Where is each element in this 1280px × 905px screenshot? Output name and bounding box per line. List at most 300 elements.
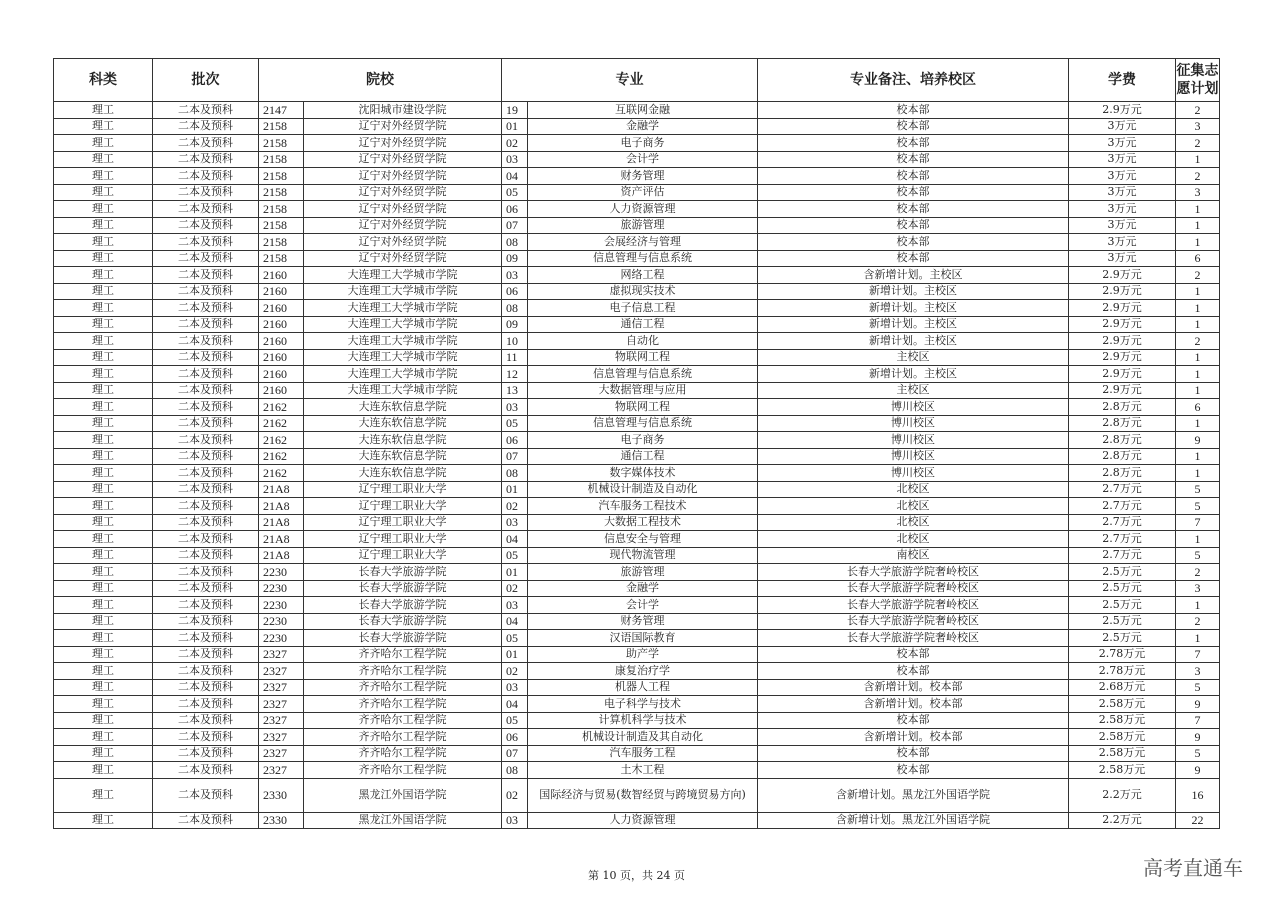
cell-fee: 3万元 bbox=[1069, 217, 1176, 234]
cell-school-name: 长春大学旅游学院 bbox=[304, 597, 502, 614]
cell-major-name: 电子信息工程 bbox=[528, 300, 758, 317]
table-row bbox=[54, 630, 1220, 647]
cell-batch: 二本及预科 bbox=[153, 135, 259, 152]
cell-major-name: 土木工程 bbox=[528, 762, 758, 779]
cell-school-code: 2147 bbox=[259, 102, 304, 119]
cell-school-code: 2330 bbox=[259, 812, 304, 829]
cell-batch: 二本及预科 bbox=[153, 267, 259, 284]
cell-school-code: 2158 bbox=[259, 217, 304, 234]
cell-school-name: 辽宁对外经贸学院 bbox=[304, 184, 502, 201]
cell-remark: 校本部 bbox=[758, 168, 1069, 185]
table-row bbox=[54, 201, 1220, 218]
cell-major-code: 04 bbox=[502, 168, 528, 185]
table-row bbox=[54, 531, 1220, 548]
cell-plan: 1 bbox=[1176, 630, 1220, 647]
cell-school-name: 齐齐哈尔工程学院 bbox=[304, 646, 502, 663]
cell-school-name: 大连理工大学城市学院 bbox=[304, 366, 502, 383]
cell-plan: 3 bbox=[1176, 118, 1220, 135]
table-row bbox=[54, 399, 1220, 416]
cell-remark: 北校区 bbox=[758, 481, 1069, 498]
table-row bbox=[54, 333, 1220, 350]
cell-school-name: 沈阳城市建设学院 bbox=[304, 102, 502, 119]
cell-major-code: 08 bbox=[502, 762, 528, 779]
cell-batch: 二本及预科 bbox=[153, 432, 259, 449]
cell-plan: 6 bbox=[1176, 399, 1220, 416]
cell-fee: 3万元 bbox=[1069, 168, 1176, 185]
cell-major-name: 信息管理与信息系统 bbox=[528, 250, 758, 267]
cell-school-name: 大连东软信息学院 bbox=[304, 399, 502, 416]
cell-major-code: 07 bbox=[502, 745, 528, 762]
cell-major-name: 人力资源管理 bbox=[528, 201, 758, 218]
cell-remark: 校本部 bbox=[758, 646, 1069, 663]
cell-fee: 2.58万元 bbox=[1069, 745, 1176, 762]
cell-major-name: 电子商务 bbox=[528, 135, 758, 152]
cell-major-code: 05 bbox=[502, 547, 528, 564]
cell-remark: 北校区 bbox=[758, 514, 1069, 531]
cell-batch: 二本及预科 bbox=[153, 481, 259, 498]
cell-major-name: 会计学 bbox=[528, 151, 758, 168]
header-plan: 征集志愿计划 bbox=[1176, 59, 1220, 102]
cell-plan: 1 bbox=[1176, 201, 1220, 218]
cell-major-code: 03 bbox=[502, 399, 528, 416]
cell-major-name: 会计学 bbox=[528, 597, 758, 614]
cell-batch: 二本及预科 bbox=[153, 498, 259, 515]
cell-category: 理工 bbox=[54, 432, 153, 449]
cell-school-name: 辽宁理工职业大学 bbox=[304, 547, 502, 564]
cell-category: 理工 bbox=[54, 118, 153, 135]
cell-plan: 5 bbox=[1176, 481, 1220, 498]
cell-school-name: 长春大学旅游学院 bbox=[304, 564, 502, 581]
table-row bbox=[54, 745, 1220, 762]
cell-category: 理工 bbox=[54, 812, 153, 829]
cell-category: 理工 bbox=[54, 481, 153, 498]
cell-category: 理工 bbox=[54, 762, 153, 779]
cell-school-code: 21A8 bbox=[259, 481, 304, 498]
cell-school-name: 齐齐哈尔工程学院 bbox=[304, 679, 502, 696]
cell-major-code: 08 bbox=[502, 465, 528, 482]
cell-school-code: 2230 bbox=[259, 597, 304, 614]
cell-remark: 含新增计划。黑龙江外国语学院 bbox=[758, 812, 1069, 829]
table-row bbox=[54, 613, 1220, 630]
cell-fee: 2.8万元 bbox=[1069, 432, 1176, 449]
table-row bbox=[54, 812, 1220, 829]
cell-school-name: 齐齐哈尔工程学院 bbox=[304, 729, 502, 746]
cell-school-name: 大连理工大学城市学院 bbox=[304, 283, 502, 300]
cell-school-code: 2327 bbox=[259, 729, 304, 746]
header-major: 专业 bbox=[502, 59, 758, 102]
cell-school-code: 2230 bbox=[259, 564, 304, 581]
cell-category: 理工 bbox=[54, 349, 153, 366]
cell-category: 理工 bbox=[54, 448, 153, 465]
cell-school-code: 21A8 bbox=[259, 547, 304, 564]
cell-category: 理工 bbox=[54, 646, 153, 663]
cell-school-code: 21A8 bbox=[259, 498, 304, 515]
cell-major-code: 06 bbox=[502, 729, 528, 746]
cell-plan: 9 bbox=[1176, 729, 1220, 746]
cell-school-code: 2160 bbox=[259, 333, 304, 350]
cell-school-code: 2327 bbox=[259, 663, 304, 680]
cell-major-name: 自动化 bbox=[528, 333, 758, 350]
cell-school-name: 齐齐哈尔工程学院 bbox=[304, 762, 502, 779]
cell-category: 理工 bbox=[54, 696, 153, 713]
cell-plan: 1 bbox=[1176, 234, 1220, 251]
cell-fee: 2.5万元 bbox=[1069, 580, 1176, 597]
table-row bbox=[54, 366, 1220, 383]
cell-plan: 7 bbox=[1176, 514, 1220, 531]
table-row bbox=[54, 778, 1220, 812]
cell-remark: 长春大学旅游学院奢岭校区 bbox=[758, 580, 1069, 597]
cell-major-code: 04 bbox=[502, 531, 528, 548]
cell-category: 理工 bbox=[54, 250, 153, 267]
cell-school-name: 长春大学旅游学院 bbox=[304, 613, 502, 630]
enrollment-table bbox=[53, 58, 1220, 829]
cell-category: 理工 bbox=[54, 102, 153, 119]
cell-school-code: 2158 bbox=[259, 118, 304, 135]
table-row bbox=[54, 564, 1220, 581]
cell-remark: 主校区 bbox=[758, 382, 1069, 399]
cell-major-name: 国际经济与贸易(数智经贸与跨境贸易方向) bbox=[528, 778, 758, 812]
cell-category: 理工 bbox=[54, 663, 153, 680]
cell-remark: 校本部 bbox=[758, 201, 1069, 218]
cell-school-code: 2330 bbox=[259, 778, 304, 812]
cell-fee: 3万元 bbox=[1069, 250, 1176, 267]
cell-remark: 博川校区 bbox=[758, 432, 1069, 449]
cell-category: 理工 bbox=[54, 514, 153, 531]
cell-major-name: 康复治疗学 bbox=[528, 663, 758, 680]
cell-major-code: 01 bbox=[502, 481, 528, 498]
cell-remark: 博川校区 bbox=[758, 465, 1069, 482]
cell-school-code: 2158 bbox=[259, 234, 304, 251]
cell-category: 理工 bbox=[54, 316, 153, 333]
cell-school-name: 齐齐哈尔工程学院 bbox=[304, 745, 502, 762]
cell-fee: 2.9万元 bbox=[1069, 283, 1176, 300]
cell-major-name: 财务管理 bbox=[528, 168, 758, 185]
cell-batch: 二本及预科 bbox=[153, 465, 259, 482]
cell-plan: 3 bbox=[1176, 184, 1220, 201]
cell-fee: 2.5万元 bbox=[1069, 597, 1176, 614]
cell-category: 理工 bbox=[54, 300, 153, 317]
cell-major-code: 12 bbox=[502, 366, 528, 383]
cell-remark: 含新增计划。校本部 bbox=[758, 729, 1069, 746]
cell-school-name: 辽宁理工职业大学 bbox=[304, 481, 502, 498]
table-row bbox=[54, 696, 1220, 713]
cell-fee: 2.8万元 bbox=[1069, 415, 1176, 432]
cell-batch: 二本及预科 bbox=[153, 366, 259, 383]
cell-batch: 二本及预科 bbox=[153, 399, 259, 416]
cell-plan: 1 bbox=[1176, 316, 1220, 333]
cell-major-code: 05 bbox=[502, 415, 528, 432]
cell-category: 理工 bbox=[54, 712, 153, 729]
cell-remark: 校本部 bbox=[758, 102, 1069, 119]
cell-school-name: 黑龙江外国语学院 bbox=[304, 778, 502, 812]
cell-fee: 2.78万元 bbox=[1069, 646, 1176, 663]
cell-plan: 1 bbox=[1176, 465, 1220, 482]
cell-remark: 南校区 bbox=[758, 547, 1069, 564]
cell-remark: 长春大学旅游学院奢岭校区 bbox=[758, 597, 1069, 614]
cell-major-name: 现代物流管理 bbox=[528, 547, 758, 564]
cell-fee: 2.58万元 bbox=[1069, 696, 1176, 713]
cell-category: 理工 bbox=[54, 217, 153, 234]
cell-remark: 长春大学旅游学院奢岭校区 bbox=[758, 564, 1069, 581]
cell-fee: 2.5万元 bbox=[1069, 613, 1176, 630]
cell-major-name: 机械设计制造及其自动化 bbox=[528, 729, 758, 746]
cell-fee: 2.7万元 bbox=[1069, 531, 1176, 548]
cell-major-code: 02 bbox=[502, 135, 528, 152]
cell-category: 理工 bbox=[54, 630, 153, 647]
cell-fee: 2.2万元 bbox=[1069, 778, 1176, 812]
cell-remark: 新增计划。主校区 bbox=[758, 333, 1069, 350]
cell-plan: 1 bbox=[1176, 531, 1220, 548]
cell-major-name: 汽车服务工程技术 bbox=[528, 498, 758, 515]
cell-major-code: 13 bbox=[502, 382, 528, 399]
header-school: 院校 bbox=[259, 59, 502, 102]
table-row bbox=[54, 349, 1220, 366]
cell-batch: 二本及预科 bbox=[153, 663, 259, 680]
table-row bbox=[54, 135, 1220, 152]
cell-major-code: 07 bbox=[502, 217, 528, 234]
cell-major-code: 03 bbox=[502, 679, 528, 696]
cell-major-code: 02 bbox=[502, 663, 528, 680]
table-body bbox=[54, 102, 1220, 829]
cell-major-name: 资产评估 bbox=[528, 184, 758, 201]
cell-major-code: 08 bbox=[502, 234, 528, 251]
cell-remark: 校本部 bbox=[758, 250, 1069, 267]
cell-plan: 2 bbox=[1176, 267, 1220, 284]
cell-category: 理工 bbox=[54, 679, 153, 696]
cell-school-code: 2327 bbox=[259, 745, 304, 762]
cell-school-code: 2230 bbox=[259, 630, 304, 647]
cell-school-name: 大连理工大学城市学院 bbox=[304, 349, 502, 366]
cell-school-name: 大连理工大学城市学院 bbox=[304, 382, 502, 399]
cell-major-code: 03 bbox=[502, 812, 528, 829]
cell-major-code: 09 bbox=[502, 316, 528, 333]
cell-category: 理工 bbox=[54, 168, 153, 185]
cell-school-code: 2327 bbox=[259, 762, 304, 779]
cell-school-name: 长春大学旅游学院 bbox=[304, 630, 502, 647]
cell-plan: 1 bbox=[1176, 366, 1220, 383]
cell-school-code: 2162 bbox=[259, 448, 304, 465]
cell-major-name: 金融学 bbox=[528, 118, 758, 135]
cell-school-code: 2160 bbox=[259, 366, 304, 383]
cell-fee: 2.7万元 bbox=[1069, 547, 1176, 564]
cell-batch: 二本及预科 bbox=[153, 778, 259, 812]
cell-plan: 7 bbox=[1176, 646, 1220, 663]
cell-remark: 校本部 bbox=[758, 745, 1069, 762]
table-row bbox=[54, 547, 1220, 564]
cell-category: 理工 bbox=[54, 184, 153, 201]
cell-fee: 3万元 bbox=[1069, 118, 1176, 135]
cell-category: 理工 bbox=[54, 267, 153, 284]
cell-remark: 含新增计划。校本部 bbox=[758, 696, 1069, 713]
cell-fee: 2.7万元 bbox=[1069, 498, 1176, 515]
cell-plan: 1 bbox=[1176, 349, 1220, 366]
cell-school-name: 辽宁对外经贸学院 bbox=[304, 168, 502, 185]
cell-plan: 1 bbox=[1176, 382, 1220, 399]
cell-plan: 5 bbox=[1176, 745, 1220, 762]
cell-category: 理工 bbox=[54, 498, 153, 515]
cell-remark: 长春大学旅游学院奢岭校区 bbox=[758, 613, 1069, 630]
table-row bbox=[54, 712, 1220, 729]
table-row bbox=[54, 316, 1220, 333]
cell-major-name: 虚拟现实技术 bbox=[528, 283, 758, 300]
header-remark: 专业备注、培养校区 bbox=[758, 59, 1069, 102]
cell-batch: 二本及预科 bbox=[153, 679, 259, 696]
cell-remark: 博川校区 bbox=[758, 415, 1069, 432]
cell-remark: 含新增计划。校本部 bbox=[758, 679, 1069, 696]
cell-batch: 二本及预科 bbox=[153, 514, 259, 531]
cell-batch: 二本及预科 bbox=[153, 102, 259, 119]
cell-school-code: 2158 bbox=[259, 184, 304, 201]
cell-plan: 2 bbox=[1176, 564, 1220, 581]
cell-plan: 2 bbox=[1176, 333, 1220, 350]
table-row bbox=[54, 217, 1220, 234]
cell-major-name: 旅游管理 bbox=[528, 564, 758, 581]
cell-category: 理工 bbox=[54, 382, 153, 399]
cell-category: 理工 bbox=[54, 366, 153, 383]
cell-batch: 二本及预科 bbox=[153, 580, 259, 597]
cell-fee: 2.78万元 bbox=[1069, 663, 1176, 680]
cell-major-code: 19 bbox=[502, 102, 528, 119]
cell-plan: 6 bbox=[1176, 250, 1220, 267]
cell-batch: 二本及预科 bbox=[153, 217, 259, 234]
cell-fee: 3万元 bbox=[1069, 184, 1176, 201]
cell-plan: 1 bbox=[1176, 217, 1220, 234]
cell-major-name: 信息管理与信息系统 bbox=[528, 415, 758, 432]
cell-major-name: 人力资源管理 bbox=[528, 812, 758, 829]
cell-major-code: 01 bbox=[502, 646, 528, 663]
cell-major-code: 03 bbox=[502, 514, 528, 531]
brand-watermark: 高考直通车 bbox=[1143, 856, 1243, 880]
cell-school-code: 2230 bbox=[259, 613, 304, 630]
cell-school-name: 大连东软信息学院 bbox=[304, 448, 502, 465]
cell-major-name: 助产学 bbox=[528, 646, 758, 663]
cell-remark: 新增计划。主校区 bbox=[758, 283, 1069, 300]
cell-remark: 新增计划。主校区 bbox=[758, 300, 1069, 317]
cell-plan: 5 bbox=[1176, 679, 1220, 696]
cell-school-code: 2158 bbox=[259, 151, 304, 168]
cell-major-code: 01 bbox=[502, 564, 528, 581]
cell-school-name: 齐齐哈尔工程学院 bbox=[304, 663, 502, 680]
cell-remark: 校本部 bbox=[758, 217, 1069, 234]
cell-fee: 3万元 bbox=[1069, 151, 1176, 168]
cell-category: 理工 bbox=[54, 234, 153, 251]
cell-major-code: 11 bbox=[502, 349, 528, 366]
cell-school-code: 2162 bbox=[259, 432, 304, 449]
cell-fee: 2.5万元 bbox=[1069, 564, 1176, 581]
cell-category: 理工 bbox=[54, 778, 153, 812]
cell-school-name: 大连东软信息学院 bbox=[304, 432, 502, 449]
cell-school-code: 2160 bbox=[259, 316, 304, 333]
cell-school-code: 21A8 bbox=[259, 514, 304, 531]
table-row bbox=[54, 168, 1220, 185]
cell-major-name: 电子科学与技术 bbox=[528, 696, 758, 713]
cell-major-name: 机械设计制造及自动化 bbox=[528, 481, 758, 498]
cell-school-code: 2327 bbox=[259, 696, 304, 713]
cell-remark: 北校区 bbox=[758, 498, 1069, 515]
table-row bbox=[54, 267, 1220, 284]
cell-category: 理工 bbox=[54, 729, 153, 746]
cell-school-name: 辽宁对外经贸学院 bbox=[304, 151, 502, 168]
cell-remark: 含新增计划。黑龙江外国语学院 bbox=[758, 778, 1069, 812]
table-row bbox=[54, 646, 1220, 663]
cell-school-name: 辽宁理工职业大学 bbox=[304, 498, 502, 515]
cell-school-code: 2160 bbox=[259, 300, 304, 317]
cell-batch: 二本及预科 bbox=[153, 762, 259, 779]
cell-category: 理工 bbox=[54, 333, 153, 350]
cell-batch: 二本及预科 bbox=[153, 630, 259, 647]
cell-plan: 3 bbox=[1176, 663, 1220, 680]
cell-major-code: 09 bbox=[502, 250, 528, 267]
cell-fee: 2.9万元 bbox=[1069, 300, 1176, 317]
cell-plan: 1 bbox=[1176, 151, 1220, 168]
cell-major-name: 计算机科学与技术 bbox=[528, 712, 758, 729]
cell-remark: 含新增计划。主校区 bbox=[758, 267, 1069, 284]
cell-major-code: 06 bbox=[502, 283, 528, 300]
cell-school-name: 大连理工大学城市学院 bbox=[304, 300, 502, 317]
cell-major-name: 通信工程 bbox=[528, 316, 758, 333]
cell-remark: 校本部 bbox=[758, 712, 1069, 729]
cell-category: 理工 bbox=[54, 283, 153, 300]
cell-major-code: 05 bbox=[502, 630, 528, 647]
cell-batch: 二本及预科 bbox=[153, 316, 259, 333]
cell-plan: 1 bbox=[1176, 448, 1220, 465]
cell-major-name: 金融学 bbox=[528, 580, 758, 597]
cell-category: 理工 bbox=[54, 135, 153, 152]
cell-major-name: 会展经济与管理 bbox=[528, 234, 758, 251]
cell-fee: 2.58万元 bbox=[1069, 762, 1176, 779]
cell-major-code: 10 bbox=[502, 333, 528, 350]
table-row bbox=[54, 762, 1220, 779]
cell-major-name: 物联网工程 bbox=[528, 399, 758, 416]
cell-school-name: 大连东软信息学院 bbox=[304, 415, 502, 432]
cell-plan: 9 bbox=[1176, 432, 1220, 449]
cell-batch: 二本及预科 bbox=[153, 168, 259, 185]
table-row bbox=[54, 300, 1220, 317]
cell-school-code: 2327 bbox=[259, 679, 304, 696]
cell-remark: 校本部 bbox=[758, 118, 1069, 135]
cell-school-code: 21A8 bbox=[259, 531, 304, 548]
cell-school-code: 2327 bbox=[259, 646, 304, 663]
cell-remark: 长春大学旅游学院奢岭校区 bbox=[758, 630, 1069, 647]
cell-school-code: 2160 bbox=[259, 267, 304, 284]
cell-fee: 3万元 bbox=[1069, 234, 1176, 251]
cell-school-code: 2158 bbox=[259, 135, 304, 152]
cell-school-code: 2327 bbox=[259, 712, 304, 729]
cell-plan: 2 bbox=[1176, 102, 1220, 119]
cell-major-name: 通信工程 bbox=[528, 448, 758, 465]
header-fee: 学费 bbox=[1069, 59, 1176, 102]
cell-major-name: 网络工程 bbox=[528, 267, 758, 284]
cell-category: 理工 bbox=[54, 613, 153, 630]
header-category: 科类 bbox=[54, 59, 153, 102]
header-batch: 批次 bbox=[153, 59, 259, 102]
cell-school-name: 大连理工大学城市学院 bbox=[304, 333, 502, 350]
cell-remark: 博川校区 bbox=[758, 399, 1069, 416]
cell-school-name: 大连东软信息学院 bbox=[304, 465, 502, 482]
cell-school-name: 长春大学旅游学院 bbox=[304, 580, 502, 597]
cell-fee: 2.9万元 bbox=[1069, 349, 1176, 366]
cell-fee: 2.7万元 bbox=[1069, 514, 1176, 531]
cell-plan: 5 bbox=[1176, 498, 1220, 515]
table-row bbox=[54, 481, 1220, 498]
table-row bbox=[54, 679, 1220, 696]
cell-category: 理工 bbox=[54, 580, 153, 597]
cell-batch: 二本及预科 bbox=[153, 531, 259, 548]
cell-fee: 2.58万元 bbox=[1069, 729, 1176, 746]
cell-school-code: 2160 bbox=[259, 382, 304, 399]
cell-fee: 2.9万元 bbox=[1069, 267, 1176, 284]
cell-category: 理工 bbox=[54, 564, 153, 581]
